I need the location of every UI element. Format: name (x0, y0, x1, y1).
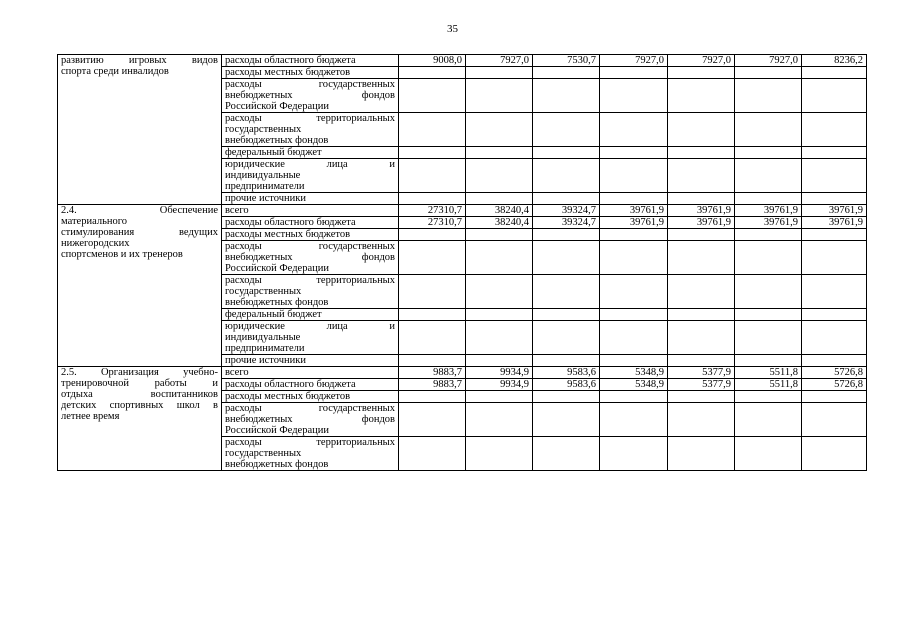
value-cell (533, 309, 600, 321)
value-cell (399, 229, 466, 241)
value-cell: 7530,7 (533, 55, 600, 67)
value-cell: 9583,6 (533, 379, 600, 391)
value-cell: 39761,9 (668, 205, 735, 217)
value-cell (399, 309, 466, 321)
funding-source-line: индивидуальные (225, 170, 301, 181)
value-cell (668, 437, 735, 471)
funding-source-line: федеральный бюджет (225, 309, 322, 320)
value-cell (466, 403, 533, 437)
funding-source-line: расходы государственных (225, 79, 395, 90)
funding-source-line: внебюджетных фондов (225, 90, 395, 101)
funding-source-line: предприниматели (225, 181, 305, 192)
funding-source-line: расходы местных бюджетов (225, 391, 351, 402)
value-cell (399, 79, 466, 113)
funding-source-line: расходы местных бюджетов (225, 67, 351, 78)
value-cell (668, 67, 735, 79)
value-cell: 39761,9 (600, 205, 668, 217)
value-cell (668, 403, 735, 437)
table-row (58, 367, 867, 379)
value-cell (466, 309, 533, 321)
value-cell (600, 321, 668, 355)
funding-source-line: внебюджетных фондов (225, 414, 395, 425)
value-cell (600, 159, 668, 193)
value-cell: 5377,9 (668, 379, 735, 391)
funding-source-line: прочие источники (225, 193, 306, 204)
funding-source-line: прочие источники (225, 355, 306, 366)
value-cell (802, 391, 867, 403)
funding-source-line: Российской Федерации (225, 263, 329, 274)
value-cell (466, 147, 533, 159)
value-cell (399, 67, 466, 79)
value-cell: 7927,0 (600, 55, 668, 67)
value-cell (399, 241, 466, 275)
funding-source (222, 205, 399, 217)
funding-source (222, 193, 399, 205)
value-cell (533, 355, 600, 367)
value-cell: 38240,4 (466, 217, 533, 229)
value-cell: 39761,9 (600, 217, 668, 229)
funding-source-line: федеральный бюджет (225, 147, 322, 158)
measure-description-line: 2.4. Обеспечение (61, 205, 218, 216)
measure-description-line: 2.5. Организация учебно- (61, 367, 218, 378)
value-cell (802, 113, 867, 147)
value-cell (668, 241, 735, 275)
value-cell (600, 309, 668, 321)
value-cell (668, 275, 735, 309)
value-cell (668, 79, 735, 113)
funding-source-line: внебюджетных фондов (225, 459, 329, 470)
value-cell (466, 67, 533, 79)
funding-source (222, 217, 399, 229)
value-cell: 39761,9 (802, 217, 867, 229)
value-cell (802, 321, 867, 355)
value-cell (600, 147, 668, 159)
value-cell (735, 275, 802, 309)
value-cell: 9883,7 (399, 367, 466, 379)
value-cell (466, 229, 533, 241)
value-cell (600, 79, 668, 113)
funding-source-line: расходы государственных (225, 403, 395, 414)
value-cell (735, 309, 802, 321)
measure-description-line: тренировочной работы и (61, 378, 218, 389)
funding-source (222, 321, 399, 355)
measure-description (58, 367, 222, 471)
value-cell: 27310,7 (399, 217, 466, 229)
value-cell (735, 403, 802, 437)
value-cell (399, 391, 466, 403)
funding-source-line: внебюджетных фондов (225, 297, 329, 308)
value-cell (533, 391, 600, 403)
value-cell (735, 321, 802, 355)
funding-source-line: внебюджетных фондов (225, 252, 395, 263)
funding-source-line: расходы областного бюджета (225, 55, 356, 66)
funding-source-line: юридические лица и (225, 321, 395, 332)
value-cell (735, 355, 802, 367)
table-row (58, 205, 867, 217)
value-cell: 8236,2 (802, 55, 867, 67)
value-cell (533, 113, 600, 147)
funding-source (222, 55, 399, 67)
value-cell (802, 355, 867, 367)
value-cell (735, 159, 802, 193)
value-cell (735, 113, 802, 147)
funding-source-line: расходы территориальных (225, 275, 395, 286)
value-cell (668, 391, 735, 403)
funding-source (222, 367, 399, 379)
value-cell (735, 147, 802, 159)
value-cell: 5511,8 (735, 379, 802, 391)
funding-source-line: расходы территориальных (225, 437, 395, 448)
value-cell: 5348,9 (600, 379, 668, 391)
funding-source-line: государственных (225, 286, 302, 297)
value-cell: 5377,9 (668, 367, 735, 379)
value-cell (533, 321, 600, 355)
value-cell (668, 147, 735, 159)
value-cell (600, 403, 668, 437)
value-cell (668, 355, 735, 367)
value-cell (399, 113, 466, 147)
value-cell: 7927,0 (466, 55, 533, 67)
value-cell (533, 193, 600, 205)
funding-source (222, 379, 399, 391)
value-cell (802, 193, 867, 205)
funding-source (222, 67, 399, 79)
value-cell (533, 159, 600, 193)
measure-description-line: развитию игровых видов (61, 55, 218, 66)
value-cell (466, 241, 533, 275)
value-cell (802, 275, 867, 309)
measure-description-line: нижегородских (61, 238, 130, 249)
value-cell (668, 229, 735, 241)
table-row (58, 55, 867, 67)
value-cell (735, 193, 802, 205)
value-cell (735, 229, 802, 241)
value-cell (533, 275, 600, 309)
value-cell (399, 437, 466, 471)
funding-source-line: всего (225, 367, 249, 378)
value-cell (735, 67, 802, 79)
value-cell (533, 229, 600, 241)
value-cell (466, 113, 533, 147)
value-cell (802, 309, 867, 321)
value-cell (399, 147, 466, 159)
funding-source (222, 403, 399, 437)
value-cell (466, 391, 533, 403)
value-cell: 39324,7 (533, 217, 600, 229)
funding-source-line: Российской Федерации (225, 425, 329, 436)
value-cell: 7927,0 (668, 55, 735, 67)
value-cell: 39761,9 (668, 217, 735, 229)
value-cell (533, 79, 600, 113)
funding-source-line: расходы местных бюджетов (225, 229, 351, 240)
page-number: 35 (447, 23, 458, 35)
budget-table (57, 54, 867, 471)
value-cell: 9883,7 (399, 379, 466, 391)
value-cell (802, 241, 867, 275)
funding-source (222, 159, 399, 193)
measure-description (58, 205, 222, 367)
funding-source (222, 309, 399, 321)
value-cell (735, 79, 802, 113)
value-cell (399, 321, 466, 355)
funding-source (222, 355, 399, 367)
value-cell (600, 275, 668, 309)
value-cell: 38240,4 (466, 205, 533, 217)
value-cell (399, 275, 466, 309)
value-cell: 9934,9 (466, 379, 533, 391)
funding-source-line: всего (225, 205, 249, 216)
value-cell (802, 67, 867, 79)
value-cell (600, 113, 668, 147)
value-cell: 27310,7 (399, 205, 466, 217)
value-cell: 39761,9 (735, 205, 802, 217)
value-cell (600, 241, 668, 275)
value-cell (399, 355, 466, 367)
value-cell (399, 193, 466, 205)
value-cell (600, 229, 668, 241)
value-cell: 5726,8 (802, 379, 867, 391)
measure-description (58, 55, 222, 205)
value-cell (533, 437, 600, 471)
value-cell (802, 159, 867, 193)
value-cell (466, 159, 533, 193)
funding-source (222, 241, 399, 275)
value-cell (533, 147, 600, 159)
value-cell (735, 241, 802, 275)
value-cell (802, 403, 867, 437)
funding-source-line: расходы территориальных (225, 113, 395, 124)
value-cell (802, 229, 867, 241)
funding-source-line: внебюджетных фондов (225, 135, 329, 146)
value-cell (466, 275, 533, 309)
value-cell: 39761,9 (735, 217, 802, 229)
value-cell (668, 309, 735, 321)
funding-source (222, 79, 399, 113)
value-cell (802, 437, 867, 471)
value-cell: 39324,7 (533, 205, 600, 217)
funding-source (222, 229, 399, 241)
funding-source-line: расходы государственных (225, 241, 395, 252)
value-cell (600, 391, 668, 403)
funding-source-line: Российской Федерации (225, 101, 329, 112)
value-cell (600, 67, 668, 79)
funding-source (222, 275, 399, 309)
measure-description-line: стимулирования ведущих (61, 227, 218, 238)
value-cell (600, 355, 668, 367)
value-cell (668, 159, 735, 193)
funding-source (222, 113, 399, 147)
value-cell (399, 403, 466, 437)
value-cell: 5348,9 (600, 367, 668, 379)
value-cell: 7927,0 (735, 55, 802, 67)
value-cell (600, 193, 668, 205)
value-cell (466, 79, 533, 113)
budget-table-body (58, 55, 867, 471)
value-cell (668, 193, 735, 205)
funding-source-line: юридические лица и (225, 159, 395, 170)
value-cell: 9583,6 (533, 367, 600, 379)
value-cell (735, 391, 802, 403)
measure-description-line: спортсменов и их тренеров (61, 249, 183, 260)
value-cell (466, 321, 533, 355)
funding-source (222, 391, 399, 403)
value-cell (466, 193, 533, 205)
value-cell: 9008,0 (399, 55, 466, 67)
value-cell (668, 113, 735, 147)
funding-source-line: индивидуальные (225, 332, 301, 343)
measure-description-line: материального (61, 216, 128, 227)
funding-source-line: государственных (225, 448, 302, 459)
funding-source-line: расходы областного бюджета (225, 379, 356, 390)
value-cell (600, 437, 668, 471)
value-cell (668, 321, 735, 355)
value-cell (802, 79, 867, 113)
value-cell (466, 355, 533, 367)
value-cell: 5726,8 (802, 367, 867, 379)
value-cell (399, 159, 466, 193)
value-cell (533, 67, 600, 79)
funding-source-line: расходы областного бюджета (225, 217, 356, 228)
value-cell: 5511,8 (735, 367, 802, 379)
value-cell (533, 241, 600, 275)
value-cell (802, 147, 867, 159)
funding-source-line: предприниматели (225, 343, 305, 354)
value-cell: 9934,9 (466, 367, 533, 379)
measure-description-line: спорта среди инвалидов (61, 66, 169, 77)
funding-source (222, 147, 399, 159)
value-cell (466, 437, 533, 471)
funding-source-line: государственных (225, 124, 302, 135)
value-cell: 39761,9 (802, 205, 867, 217)
value-cell (735, 437, 802, 471)
measure-description-line: детских спортивных школ в (61, 400, 218, 411)
funding-source (222, 437, 399, 471)
measure-description-line: летнее время (61, 411, 120, 422)
value-cell (533, 403, 600, 437)
measure-description-line: отдыха воспитанников (61, 389, 218, 400)
